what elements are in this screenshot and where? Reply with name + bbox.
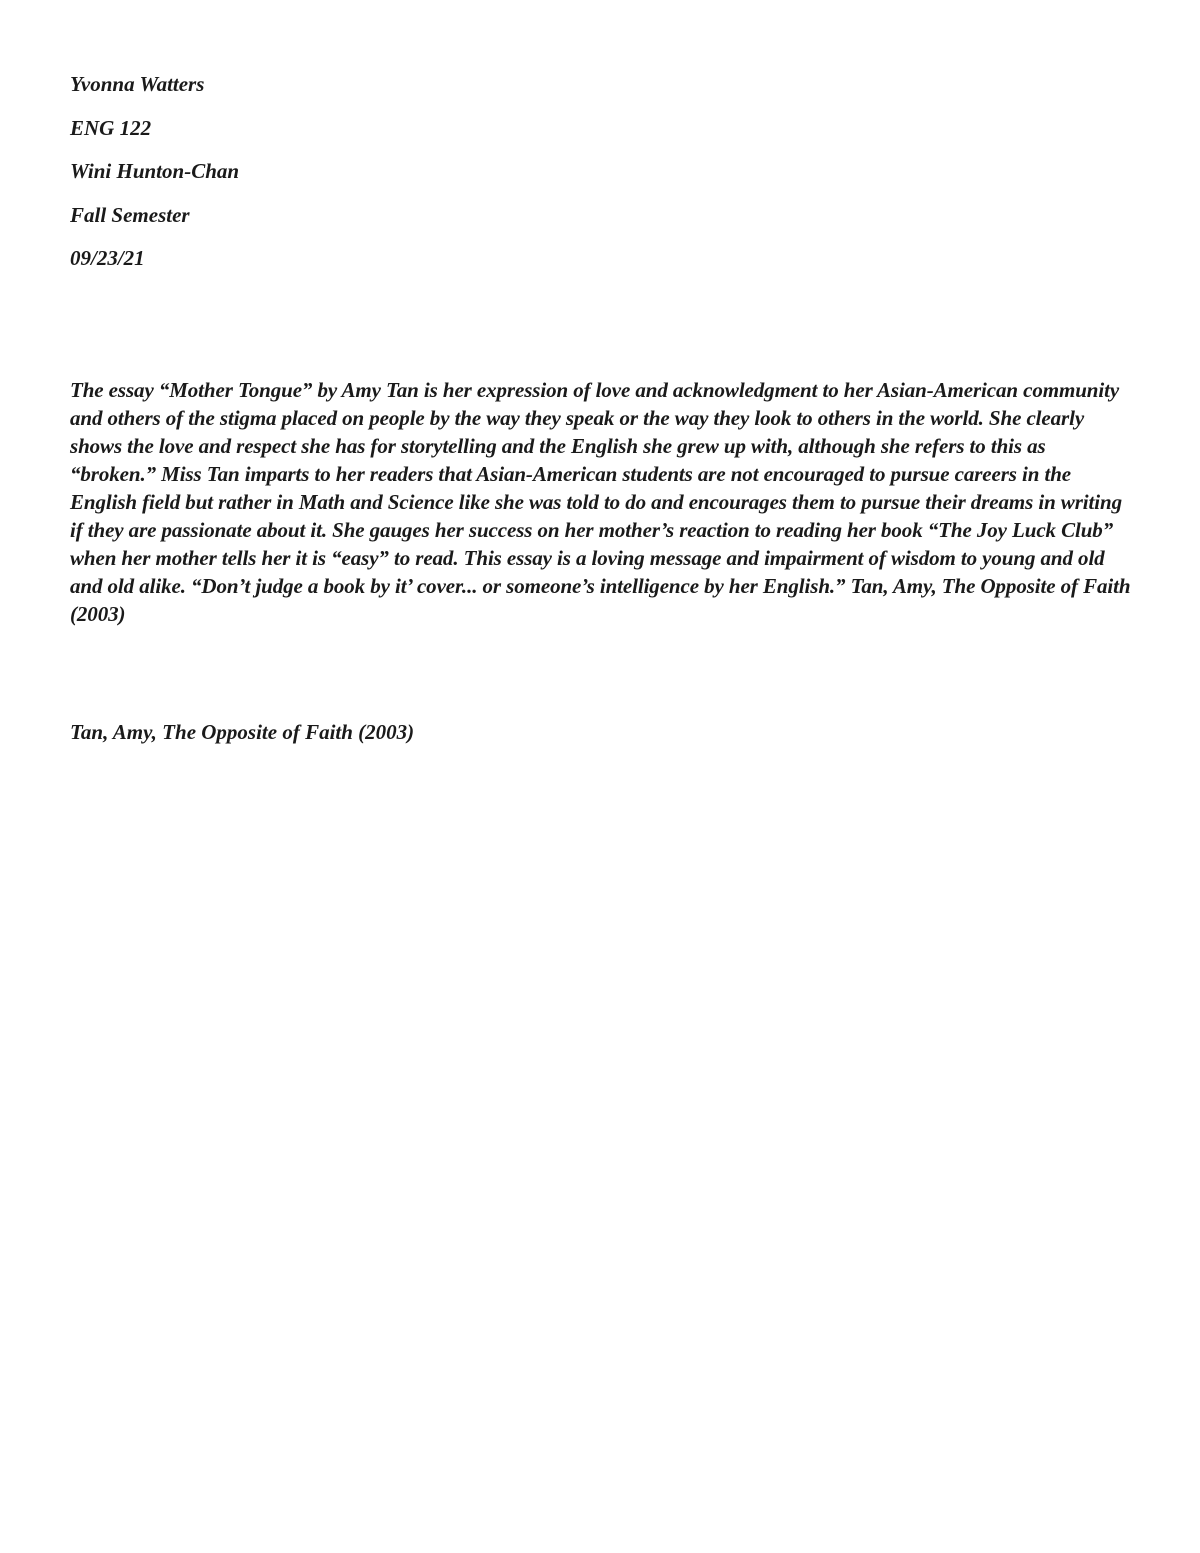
document-heading — [70, 70, 670, 288]
essay-paragraph: The essay “Mother Tongue” by Amy Tan is her expression of love and acknowledgment to her Asian-American community and others of the stigma placed on people by the way they speak or the way they look to others in the world. She clearly shows the love and respect she has for storytelling and the English she grew up with, although she refers to this as “broken.” Miss Tan imparts to her readers that Asian-American students are not encouraged to pursue careers in the English field but rather in Math and Science like she was told to do and encourages them to pursue their dreams in writing if they are passionate about it. She gauges her success on her mother’s reaction to reading her book “The Joy Luck Club” when her mother tells her it is “easy” to read. This essay is a loving message and impairment of wisdom to young and old and old alike. “Don’t judge a book by it’ cover... or someone’s intelligence by her English.” Tan, Amy, The Opposite of Faith (2003) — [70, 378, 1131, 626]
semester: Fall Semester — [70, 202, 190, 227]
works-cited-entry: Tan, Amy, The Opposite of Faith (2003) — [70, 720, 415, 744]
instructor-name: Wini Hunton-Chan — [70, 159, 240, 183]
author-name: Yvonna Watters — [70, 72, 205, 96]
document-date: 09/23/21 — [70, 246, 145, 270]
course-code: ENG 122 — [70, 115, 152, 140]
